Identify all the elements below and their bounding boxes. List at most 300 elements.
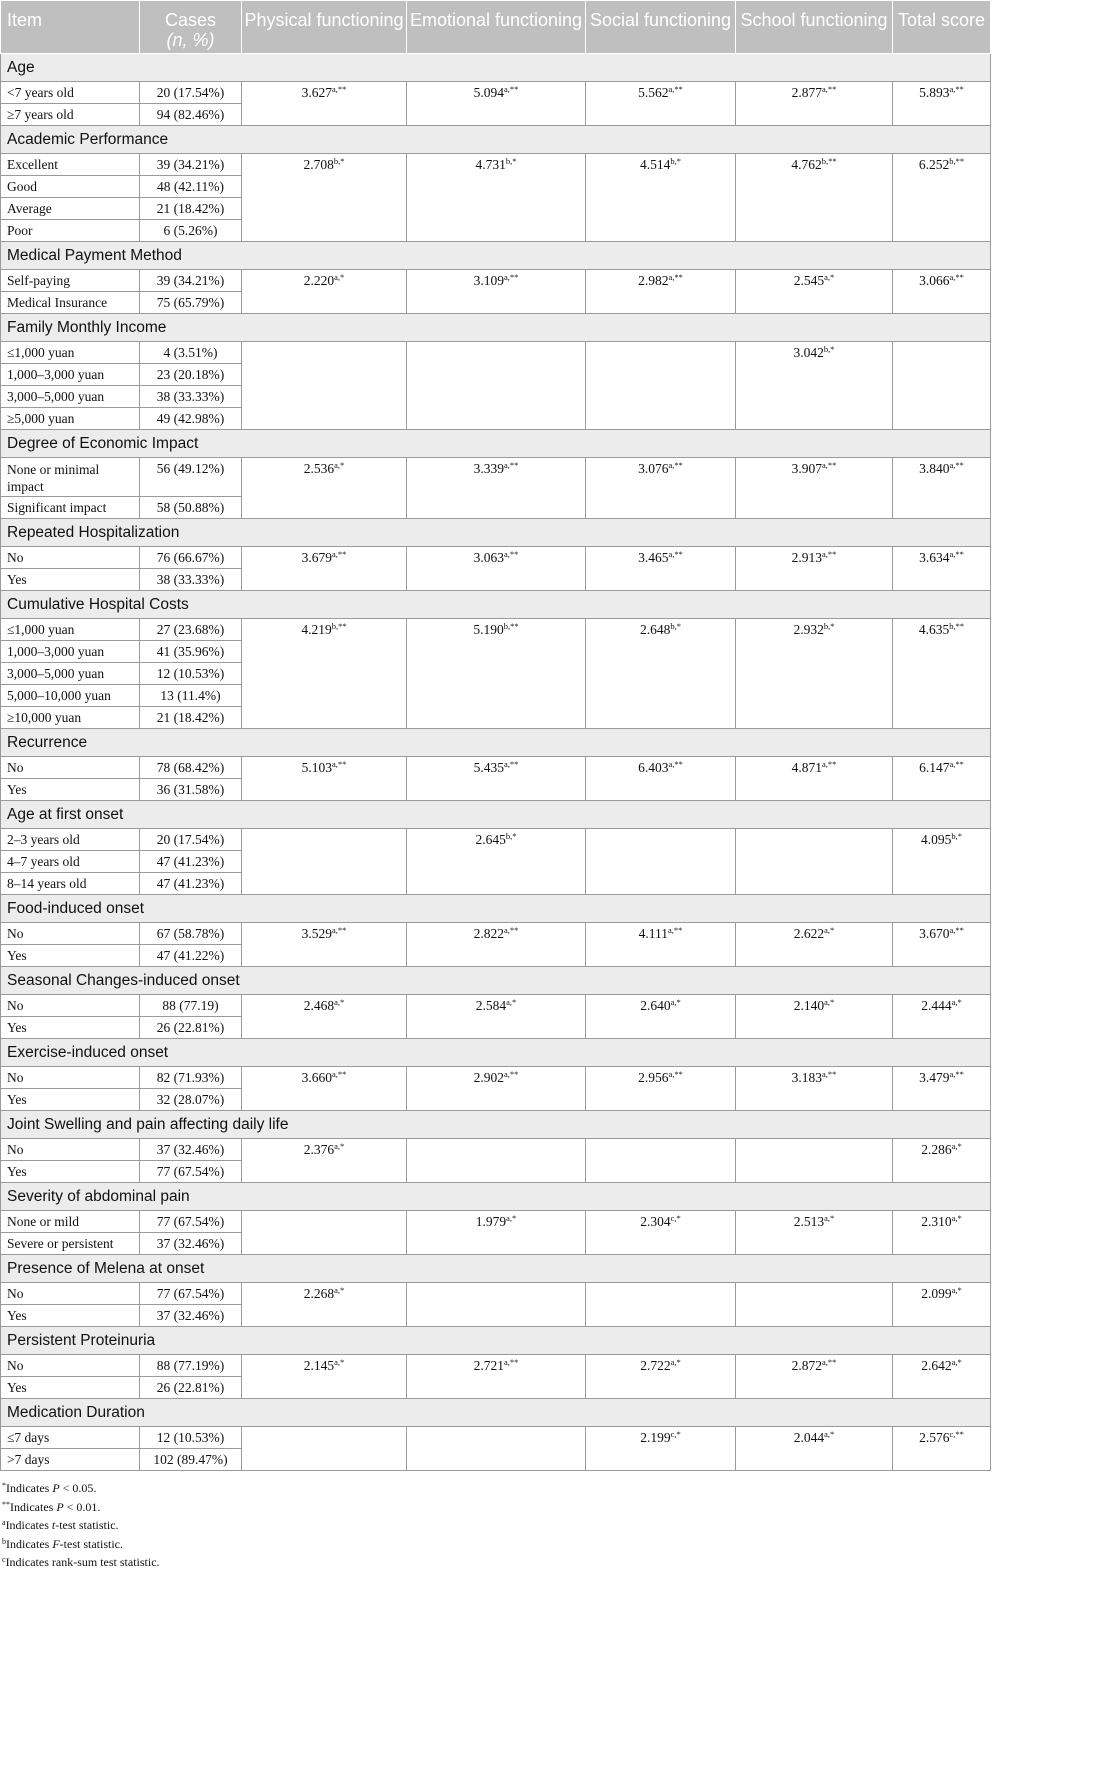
group-header-row (1, 519, 991, 547)
stat-physical (242, 619, 407, 729)
header-social: Social functioning (586, 1, 736, 54)
stat-significance: a,* (506, 997, 517, 1007)
stat-significance: a,* (334, 1285, 345, 1295)
stat-significance: a,* (951, 1285, 962, 1295)
group-title: Academic Performance (1, 126, 991, 154)
stat-emotional (407, 757, 586, 801)
stat-value: 3.066 (919, 273, 950, 288)
stat-value: 3.042 (793, 345, 824, 360)
stat-value: 2.722 (640, 1358, 671, 1373)
stat-significance: a,** (821, 549, 837, 559)
stat-significance: b,* (670, 621, 681, 631)
stat-value: 2.376 (303, 1142, 335, 1157)
row-cases: 6 (5.26%) (140, 220, 242, 242)
table-row (1, 458, 991, 497)
stat-value: 2.220 (303, 273, 335, 288)
stat-school (736, 619, 893, 729)
stat-physical (242, 458, 407, 519)
stat-emotional (407, 1355, 586, 1399)
stat-social (586, 1427, 736, 1471)
group-header-row (1, 54, 991, 82)
footnote-rank-sum: $^c$Indicates rank-sum test statistic. (2, 1555, 160, 1569)
table-row (1, 829, 991, 851)
stat-value: 2.304 (640, 1214, 671, 1229)
row-cases: 49 (42.98%) (140, 408, 242, 430)
stat-value: 2.044 (793, 1430, 825, 1445)
stat-physical (242, 1427, 407, 1471)
stat-value: 3.479 (919, 1070, 950, 1085)
group-header-row (1, 801, 991, 829)
stat-total (893, 1067, 991, 1111)
stat-value: 3.840 (919, 461, 950, 476)
group-header-row (1, 1183, 991, 1211)
stat-significance: a,** (821, 759, 837, 769)
stat-significance: a,* (824, 997, 835, 1007)
stat-significance: a,** (667, 925, 683, 935)
group-title: Joint Swelling and pain affecting daily life (1, 1111, 991, 1139)
stat-total (893, 829, 991, 895)
stat-value: 2.199 (640, 1430, 671, 1445)
row-cases: 4 (3.51%) (140, 342, 242, 364)
stat-physical (242, 342, 407, 430)
row-item: Yes (1, 1377, 140, 1399)
row-cases: 26 (22.81%) (140, 1017, 242, 1039)
row-cases: 41 (35.96%) (140, 641, 242, 663)
table-row (1, 270, 991, 292)
stat-physical (242, 757, 407, 801)
row-cases: 20 (17.54%) (140, 82, 242, 104)
row-cases: 27 (23.68%) (140, 619, 242, 641)
stat-value: 2.956 (638, 1070, 669, 1085)
stat-physical (242, 829, 407, 895)
stat-value: 4.111 (638, 926, 668, 941)
stat-significance: a,* (951, 1213, 962, 1223)
row-cases: 36 (31.58%) (140, 779, 242, 801)
stat-value: 3.183 (791, 1070, 822, 1085)
stat-emotional (407, 270, 586, 314)
stat-value: 2.721 (473, 1358, 504, 1373)
row-item: No (1, 923, 140, 945)
row-cases: 77 (67.54%) (140, 1161, 242, 1183)
stat-value: 2.822 (473, 926, 504, 941)
stat-physical (242, 82, 407, 126)
stat-value: 2.642 (921, 1358, 952, 1373)
stat-significance: a,* (334, 1357, 345, 1367)
row-cases: 78 (68.42%) (140, 757, 242, 779)
stat-physical (242, 270, 407, 314)
stat-value: 2.902 (473, 1070, 504, 1085)
stat-value: 4.635 (918, 622, 950, 637)
group-title: Food-induced onset (1, 895, 991, 923)
table-row (1, 1427, 991, 1449)
header-cases-sub: (n, %) (166, 30, 215, 50)
stat-significance: a,** (668, 460, 683, 470)
row-cases: 37 (32.46%) (140, 1139, 242, 1161)
row-item: 1,000–3,000 yuan (1, 641, 140, 663)
stat-value: 5.562 (638, 85, 669, 100)
group-title: Age at first onset (1, 801, 991, 829)
stat-significance: a,* (824, 925, 835, 935)
stat-value: 3.529 (301, 926, 332, 941)
group-title: Recurrence (1, 729, 991, 757)
stat-value: 2.468 (303, 998, 335, 1013)
stat-significance: a,** (949, 84, 964, 94)
header-physical: Physical functioning (242, 1, 407, 54)
group-title: Age (1, 54, 991, 82)
table-row (1, 154, 991, 176)
table-row (1, 1211, 991, 1233)
stat-value: 2.708 (303, 157, 334, 172)
stat-total (893, 1211, 991, 1255)
stat-social (586, 995, 736, 1039)
stat-significance: a,** (668, 759, 683, 769)
row-item: Yes (1, 1305, 140, 1327)
row-item: Excellent (1, 154, 140, 176)
stat-total (893, 1355, 991, 1399)
stat-significance: a,** (331, 84, 347, 94)
stat-significance: a,** (503, 272, 519, 282)
stat-value: 2.877 (791, 85, 822, 100)
row-item: ≤1,000 yuan (1, 619, 140, 641)
row-cases: 58 (50.88%) (140, 497, 242, 519)
row-cases: 20 (17.54%) (140, 829, 242, 851)
stat-significance: b,** (949, 156, 965, 166)
stat-value: 3.634 (919, 550, 950, 565)
stat-significance: a,* (670, 1357, 681, 1367)
stat-value: 2.145 (303, 1358, 335, 1373)
row-cases: 32 (28.07%) (140, 1089, 242, 1111)
stat-value: 2.286 (921, 1142, 952, 1157)
stat-social (586, 154, 736, 242)
stat-social (586, 458, 736, 519)
stat-social (586, 1283, 736, 1327)
group-header-row (1, 242, 991, 270)
group-header-row (1, 895, 991, 923)
stat-social (586, 1211, 736, 1255)
stat-total (893, 1283, 991, 1327)
stat-value: 2.872 (791, 1358, 822, 1373)
row-cases: 82 (71.93%) (140, 1067, 242, 1089)
stat-school (736, 154, 893, 242)
group-header-row (1, 967, 991, 995)
stat-significance: a,* (670, 997, 681, 1007)
row-item: Good (1, 176, 140, 198)
stat-significance: b,* (670, 156, 681, 166)
group-title: Persistent Proteinuria (1, 1327, 991, 1355)
table-body (1, 54, 991, 1471)
stat-school (736, 1427, 893, 1471)
stat-physical (242, 923, 407, 967)
stat-physical (242, 1355, 407, 1399)
stat-significance: a,** (821, 460, 837, 470)
stat-value: 2.648 (640, 622, 671, 637)
stat-school (736, 270, 893, 314)
row-cases: 77 (67.54%) (140, 1211, 242, 1233)
row-cases: 37 (32.46%) (140, 1305, 242, 1327)
stat-value: 5.435 (473, 760, 504, 775)
row-item: Poor (1, 220, 140, 242)
row-item: 3,000–5,000 yuan (1, 663, 140, 685)
group-header-row (1, 1039, 991, 1067)
stat-value: 5.893 (919, 85, 950, 100)
stat-emotional (407, 1067, 586, 1111)
group-title: Family Monthly Income (1, 314, 991, 342)
row-item: Average (1, 198, 140, 220)
stat-value: 2.645 (475, 832, 506, 847)
table-row (1, 1283, 991, 1305)
table-row (1, 547, 991, 569)
stat-school (736, 342, 893, 430)
table-row (1, 1139, 991, 1161)
table-row (1, 619, 991, 641)
stat-value: 4.871 (791, 760, 822, 775)
stat-social (586, 1139, 736, 1183)
row-item: No (1, 1283, 140, 1305)
row-item: Yes (1, 1089, 140, 1111)
stat-significance: a,** (331, 549, 347, 559)
stat-significance: a,** (668, 84, 683, 94)
row-item: ≥10,000 yuan (1, 707, 140, 729)
row-item: 1,000–3,000 yuan (1, 364, 140, 386)
stat-significance: a,** (949, 272, 964, 282)
stat-significance: c,* (670, 1429, 681, 1439)
group-title: Medication Duration (1, 1399, 991, 1427)
stat-value: 3.907 (791, 461, 822, 476)
row-item: None or minimal impact (1, 458, 140, 497)
stat-emotional (407, 154, 586, 242)
stat-significance: a,** (821, 84, 837, 94)
row-cases: 23 (20.18%) (140, 364, 242, 386)
row-item: Medical Insurance (1, 292, 140, 314)
stat-social (586, 1067, 736, 1111)
footnote-t-test: $^a$Indicates t-test statistic. (2, 1518, 119, 1532)
row-item: No (1, 1067, 140, 1089)
footnote-p001: **Indicates P < 0.01. (2, 1499, 101, 1514)
stat-significance: b,* (505, 156, 517, 166)
row-item: Significant impact (1, 497, 140, 519)
group-header-row (1, 1111, 991, 1139)
group-title: Repeated Hospitalization (1, 519, 991, 547)
stat-significance: a,** (949, 759, 964, 769)
row-item: 3,000–5,000 yuan (1, 386, 140, 408)
stat-significance: a,** (668, 1069, 683, 1079)
stat-emotional (407, 1427, 586, 1471)
table-row (1, 995, 991, 1017)
row-cases: 94 (82.46%) (140, 104, 242, 126)
row-cases: 39 (34.21%) (140, 154, 242, 176)
table-row (1, 1355, 991, 1377)
stat-significance: b,** (949, 621, 965, 631)
stat-significance: a,** (668, 272, 683, 282)
header-school: School functioning (736, 1, 893, 54)
table-row (1, 1067, 991, 1089)
stat-value: 2.140 (793, 998, 825, 1013)
row-cases: 12 (10.53%) (140, 663, 242, 685)
row-item: ≤7 days (1, 1427, 140, 1449)
header-cases-label: Cases (164, 10, 217, 30)
stat-total (893, 757, 991, 801)
footnote-p005: *Indicates P < 0.05. (2, 1481, 97, 1495)
row-item: 4–7 years old (1, 851, 140, 873)
header-emotional: Emotional functioning (407, 1, 586, 54)
stat-significance: b,* (333, 156, 345, 166)
row-item: No (1, 757, 140, 779)
header-row (1, 1, 991, 54)
row-cases: 47 (41.23%) (140, 873, 242, 895)
stat-school (736, 829, 893, 895)
stat-physical (242, 1139, 407, 1183)
row-cases: 67 (58.78%) (140, 923, 242, 945)
row-cases: 48 (42.11%) (140, 176, 242, 198)
stat-emotional (407, 547, 586, 591)
stat-value: 4.762 (791, 157, 822, 172)
stat-value: 3.076 (638, 461, 669, 476)
row-item: 8–14 years old (1, 873, 140, 895)
stat-significance: a,** (503, 925, 519, 935)
stat-value: 3.339 (473, 461, 504, 476)
stat-significance: c,* (670, 1213, 681, 1223)
row-cases: 21 (18.42%) (140, 707, 242, 729)
row-cases: 37 (32.46%) (140, 1233, 242, 1255)
stat-significance: a,* (951, 997, 962, 1007)
stat-significance: b,* (823, 621, 835, 631)
row-cases: 39 (34.21%) (140, 270, 242, 292)
stat-significance: a,** (503, 1069, 519, 1079)
stat-total (893, 619, 991, 729)
stat-value: 2.982 (638, 273, 669, 288)
stat-significance: a,* (334, 272, 345, 282)
row-item: ≥7 years old (1, 104, 140, 126)
stat-total (893, 82, 991, 126)
row-item: Yes (1, 1161, 140, 1183)
stat-significance: b,** (331, 621, 347, 631)
stat-value: 2.536 (303, 461, 335, 476)
stat-social (586, 270, 736, 314)
stat-value: 6.147 (919, 760, 950, 775)
stat-significance: b,* (823, 344, 835, 354)
group-header-row (1, 729, 991, 757)
group-title: Medical Payment Method (1, 242, 991, 270)
stat-value: 2.099 (921, 1286, 952, 1301)
stat-significance: a,** (821, 1069, 837, 1079)
stat-significance: b,* (951, 831, 962, 841)
stat-value: 3.670 (919, 926, 950, 941)
stat-value: 4.514 (640, 157, 671, 172)
stat-value: 3.660 (301, 1070, 332, 1085)
stat-significance: a,** (949, 549, 964, 559)
stat-value: 2.932 (793, 622, 824, 637)
stat-total (893, 1139, 991, 1183)
row-item: Yes (1, 569, 140, 591)
stat-school (736, 995, 893, 1039)
row-cases: 47 (41.22%) (140, 945, 242, 967)
header-total: Total score (893, 1, 991, 54)
stat-value: 2.640 (640, 998, 671, 1013)
row-item: Yes (1, 1017, 140, 1039)
stat-social (586, 1355, 736, 1399)
stat-school (736, 1139, 893, 1183)
stat-value: 3.627 (301, 85, 332, 100)
stat-value: 5.094 (473, 85, 504, 100)
row-cases: 76 (66.67%) (140, 547, 242, 569)
stat-value: 3.109 (473, 273, 504, 288)
stat-significance: a,* (824, 272, 835, 282)
stat-total (893, 270, 991, 314)
stat-significance: a,** (503, 759, 519, 769)
row-cases: 47 (41.23%) (140, 851, 242, 873)
row-cases: 26 (22.81%) (140, 1377, 242, 1399)
stat-total (893, 154, 991, 242)
stat-value: 3.465 (638, 550, 669, 565)
stat-physical (242, 154, 407, 242)
stat-total (893, 923, 991, 967)
stat-school (736, 923, 893, 967)
row-item: >7 days (1, 1449, 140, 1471)
stat-emotional (407, 342, 586, 430)
stat-significance: a,* (824, 1213, 835, 1223)
stat-value: 6.252 (918, 157, 950, 172)
row-cases: 102 (89.47%) (140, 1449, 242, 1471)
stat-significance: a,** (331, 759, 347, 769)
stat-significance: a,** (503, 84, 519, 94)
stat-significance: a,** (503, 460, 519, 470)
footnote-f-test: $^b$Indicates F-test statistic. (2, 1536, 123, 1551)
row-cases: 38 (33.33%) (140, 569, 242, 591)
row-cases: 77 (67.54%) (140, 1283, 242, 1305)
stat-total (893, 458, 991, 519)
stat-social (586, 619, 736, 729)
row-cases: 21 (18.42%) (140, 198, 242, 220)
stat-social (586, 547, 736, 591)
stat-school (736, 1355, 893, 1399)
stat-significance: a,** (949, 460, 964, 470)
stat-value: 3.063 (473, 550, 504, 565)
stat-value: 2.545 (793, 273, 825, 288)
row-item: Self-paying (1, 270, 140, 292)
group-header-row (1, 1255, 991, 1283)
stat-total (893, 1427, 991, 1471)
stat-school (736, 1211, 893, 1255)
row-cases: 75 (65.79%) (140, 292, 242, 314)
row-item: No (1, 547, 140, 569)
stat-value: 3.679 (301, 550, 332, 565)
row-cases: 88 (77.19) (140, 995, 242, 1017)
stat-significance: a,* (951, 1357, 962, 1367)
stat-significance: a,* (951, 1141, 962, 1151)
stat-value: 5.190 (473, 622, 504, 637)
stat-value: 2.310 (921, 1214, 952, 1229)
stat-physical (242, 1283, 407, 1327)
stat-school (736, 757, 893, 801)
row-item: No (1, 1139, 140, 1161)
group-header-row (1, 1327, 991, 1355)
stat-emotional (407, 458, 586, 519)
stat-value: 2.913 (791, 550, 822, 565)
stat-significance: a,** (503, 1357, 519, 1367)
stat-significance: a,* (334, 1141, 345, 1151)
stat-physical (242, 995, 407, 1039)
row-item: ≤1,000 yuan (1, 342, 140, 364)
group-header-row (1, 314, 991, 342)
row-cases: 13 (11.4%) (140, 685, 242, 707)
table-row (1, 923, 991, 945)
group-header-row (1, 430, 991, 458)
stat-significance: a,** (503, 549, 519, 559)
header-cases (140, 1, 242, 54)
group-header-row (1, 126, 991, 154)
stat-value: 6.403 (638, 760, 669, 775)
stat-value: 2.268 (303, 1286, 335, 1301)
